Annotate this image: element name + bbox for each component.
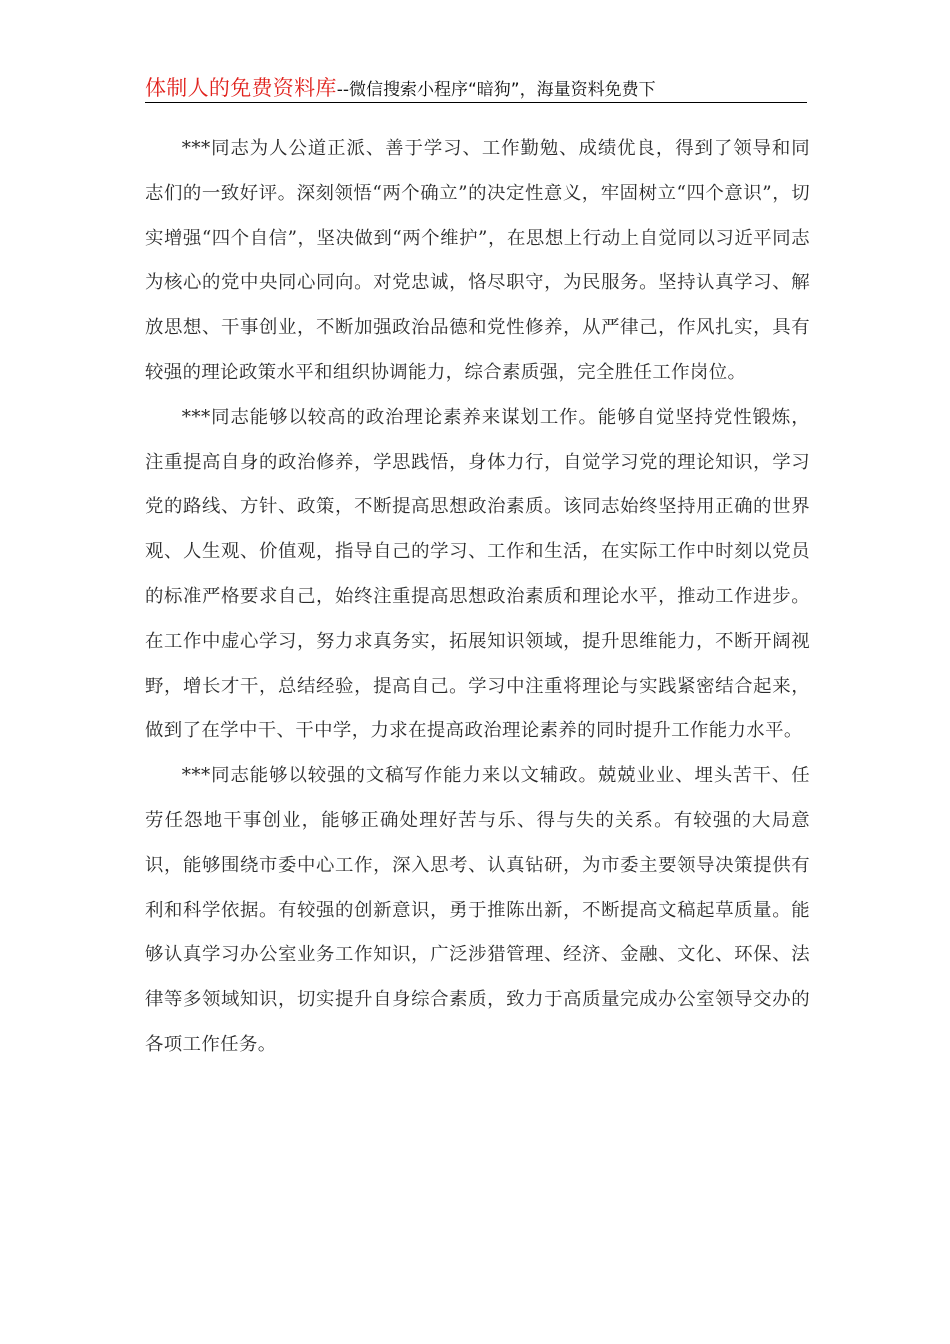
header-subtitle: --微信搜索小程序“暗狗”，海量资料免费下: [336, 80, 656, 100]
page-header: [145, 72, 807, 103]
header-brand-title: 体制人的免费资料库: [145, 76, 337, 100]
paragraph-3: ***同志能够以较强的文稿写作能力来以文辅政。兢兢业业、埋头苦干、任劳任怨地干事创业，能够正确处理好苦与乐、得与失的关系。有较强的大局意识，能够围绕市委中心工作，深入思考、认真钻研，为市委主要领导决策提供有利和科学依据。有较强的创新意识，勇于推陈出新，不断提高文稿起草质量。能够认真学习办公室业务工作知识，广泛涉猎管理、经济、金融、文化、环保、法律等多领域知识，切实提升自身综合素质，致力于高质量完成办公室领导交办的各项工作任务。: [145, 765, 810, 1055]
document-body: [145, 127, 810, 1068]
paragraph-2: ***同志能够以较高的政治理论素养来谋划工作。能够自觉坚持党性锻炼，注重提高自身的政治修养，学思践悟，身体力行，自觉学习党的理论知识，学习党的路线、方针、政策，不断提高思想政治素质。该同志始终坚持用正确的世界观、人生观、价值观，指导自己的学习、工作和生活，在实际工作中时刻以党员的标准严格要求自己，始终注重提高思想政治素质和理论水平，推动工作进步。在工作中虚心学习，努力求真务实，拓展知识领域，提升思维能力，不断开阔视野，增长才干，总结经验，提高自己。学习中注重将理论与实践紧密结合起来，做到了在学中干、干中学，力求在提高政治理论素养的同时提升工作能力水平。: [145, 406, 810, 742]
paragraph-1: ***同志为人公道正派、善于学习、工作勤勉、成绩优良，得到了领导和同志们的一致好评。深刻领悟“两个确立”的决定性意义，牢固树立“四个意识”，切实增强“四个自信”，坚决做到“两个维护”，在思想上行动上自觉同以习近平同志为核心的党中央同心同向。对党忠诚，恪尽职守，为民服务。坚持认真学习、解放思想、干事创业，不断加强政治品德和党性修养，从严律己，作风扎实，具有较强的理论政策水平和组织协调能力，综合素质强，完全胜任工作岗位。: [145, 138, 810, 383]
